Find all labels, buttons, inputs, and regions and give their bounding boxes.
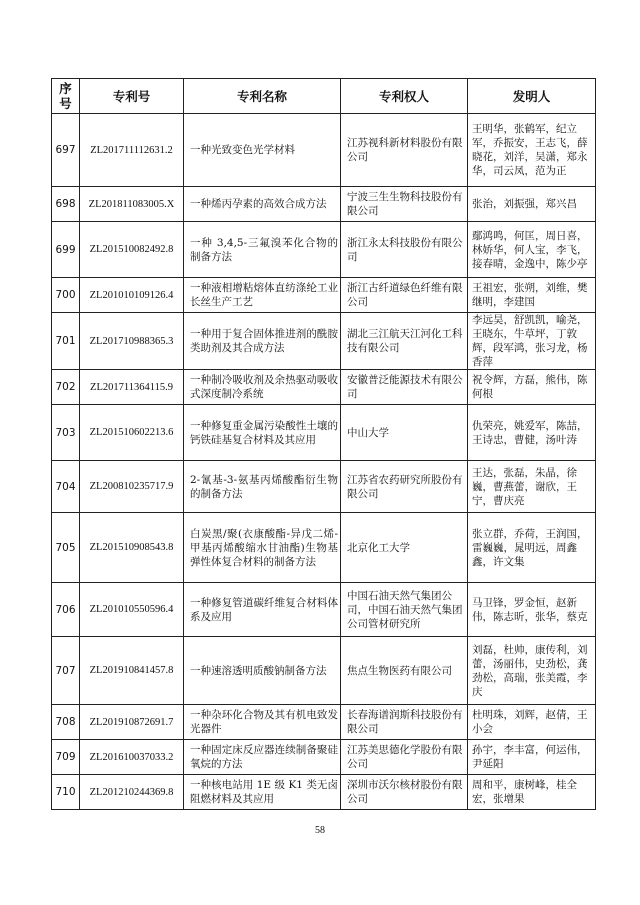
row-patent-name: 一种烯丙孕素的高效合成方法 xyxy=(184,187,341,222)
patent-table xyxy=(51,78,596,810)
row-patent-owner: 宁波三生生物科技股份有限公司 xyxy=(341,187,468,222)
table-row xyxy=(52,313,596,370)
table-row xyxy=(52,583,596,637)
row-serial: 706 xyxy=(52,583,80,637)
row-serial: 704 xyxy=(52,461,80,513)
row-serial: 710 xyxy=(52,775,80,810)
header-patent-owner: 专利权人 xyxy=(341,79,468,114)
row-serial: 699 xyxy=(52,222,80,278)
row-patent-owner: 深圳市沃尔核材股份有限公司 xyxy=(341,775,468,810)
row-patent-name: 一种光致变色光学材料 xyxy=(184,114,341,187)
row-patent-name: 一种核电站用 1E 级 K1 类无卤阻燃材料及其应用 xyxy=(184,775,341,810)
table-row xyxy=(52,740,596,775)
row-inventors: 祝令辉，方磊，熊伟，陈何根 xyxy=(468,370,596,405)
table-row xyxy=(52,405,596,461)
page-number: 58 xyxy=(315,825,325,836)
row-patent-name: 一种杂环化合物及其有机电致发光器件 xyxy=(184,705,341,740)
table-row xyxy=(52,461,596,513)
row-patent-number: ZL201711112631.2 xyxy=(80,114,184,187)
row-inventors: 王达，张磊，朱晶，徐巍，曹燕蕾，谢欣，王宁，曹庆亮 xyxy=(468,461,596,513)
row-patent-owner: 江苏美思德化学股份有限公司 xyxy=(341,740,468,775)
table-row xyxy=(52,775,596,810)
row-inventors: 张治，刘振强，郑兴昌 xyxy=(468,187,596,222)
row-serial: 700 xyxy=(52,278,80,313)
row-patent-owner: 中国石油天然气集团公司，中国石油天然气集团公司管材研究所 xyxy=(341,583,468,637)
row-serial: 709 xyxy=(52,740,80,775)
row-patent-number: ZL201010550596.4 xyxy=(80,583,184,637)
row-serial: 697 xyxy=(52,114,80,187)
row-serial: 703 xyxy=(52,405,80,461)
row-inventors: 马卫锋，罗金恒，赵新伟，陈志昕，张华，蔡克 xyxy=(468,583,596,637)
row-patent-number: ZL201710988365.3 xyxy=(80,313,184,370)
row-patent-owner: 焦点生物医药有限公司 xyxy=(341,637,468,705)
header-inventors: 发明人 xyxy=(468,79,596,114)
row-inventors: 鄢鸿鸣，何匡，周日喜，林娇华，何人宝，李飞，接春晴，金逸中，陈少亭 xyxy=(468,222,596,278)
table-header-row xyxy=(52,79,596,114)
row-serial: 708 xyxy=(52,705,80,740)
row-inventors: 孙宇，李丰富，何运伟，尹延阳 xyxy=(468,740,596,775)
table-row xyxy=(52,370,596,405)
row-patent-number: ZL201910841457.8 xyxy=(80,637,184,705)
table-row xyxy=(52,513,596,583)
row-patent-number: ZL201510908543.8 xyxy=(80,513,184,583)
row-patent-name: 一种 3,4,5-三氟溴苯化合物的制备方法 xyxy=(184,222,341,278)
table-row xyxy=(52,705,596,740)
table-row xyxy=(52,637,596,705)
row-patent-owner: 江苏省农药研究所股份有限公司 xyxy=(341,461,468,513)
row-patent-number: ZL201010109126.4 xyxy=(80,278,184,313)
row-patent-name: 一种速溶透明质酸钠制备方法 xyxy=(184,637,341,705)
row-patent-owner: 湖北三江航天江河化工科技有限公司 xyxy=(341,313,468,370)
row-inventors: 杜明珠，刘辉，赵倩，王小会 xyxy=(468,705,596,740)
row-patent-name: 白炭黑/聚(衣康酸酯-异戊二烯-甲基丙烯酸缩水甘油酯)生物基弹性体复合材料的制备方法 xyxy=(184,513,341,583)
row-serial: 705 xyxy=(52,513,80,583)
row-inventors: 刘磊，杜帅，康传利，刘蕾，汤丽伟，史劲松，龚劲松，高瑞，张美霞，李庆 xyxy=(468,637,596,705)
row-patent-name: 一种制冷吸收剂及余热驱动吸收式深度制冷系统 xyxy=(184,370,341,405)
row-patent-name: 一种固定床反应器连续制备聚硅氧烷的方法 xyxy=(184,740,341,775)
row-serial: 698 xyxy=(52,187,80,222)
row-patent-owner: 安徽普泛能源技术有限公司 xyxy=(341,370,468,405)
row-inventors: 李远昊，舒凯凯，喻尧，王晓东，牛草坪，丁敦辉，段军鸿，张习龙，杨香萍 xyxy=(468,313,596,370)
table-row xyxy=(52,187,596,222)
row-patent-number: ZL201610037033.2 xyxy=(80,740,184,775)
header-patent-name: 专利名称 xyxy=(184,79,341,114)
row-patent-number: ZL201910872691.7 xyxy=(80,705,184,740)
row-inventors: 张立群，乔荷，王润国，雷巍巍，晁明远，周鑫鑫，许文集 xyxy=(468,513,596,583)
row-patent-number: ZL201711364115.9 xyxy=(80,370,184,405)
row-patent-number: ZL201510602213.6 xyxy=(80,405,184,461)
table-row xyxy=(52,114,596,187)
row-inventors: 王祖宏，张朔，刘维，樊继明，李建国 xyxy=(468,278,596,313)
table-row xyxy=(52,278,596,313)
row-patent-owner: 北京化工大学 xyxy=(341,513,468,583)
row-inventors: 王明华，张鹤军，纪立军，乔振安，王志飞，薛晓花，刘洋，吴潇，郑永华，司云凤，范为正 xyxy=(468,114,596,187)
row-patent-number: ZL201811083005.X xyxy=(80,187,184,222)
row-patent-number: ZL201210244369.8 xyxy=(80,775,184,810)
row-patent-name: 一种修复重金属污染酸性土壤的钙铁硅基复合材料及其应用 xyxy=(184,405,341,461)
row-inventors: 仇荣亮，姚爱军，陈喆，王诗忠，曹健，汤叶涛 xyxy=(468,405,596,461)
table-row xyxy=(52,222,596,278)
row-patent-name: 2-氰基-3-氨基丙烯酸酯衍生物的制备方法 xyxy=(184,461,341,513)
row-patent-owner: 长春海谱润斯科技股份有限公司 xyxy=(341,705,468,740)
row-patent-name: 一种修复管道碳纤维复合材料体系及应用 xyxy=(184,583,341,637)
row-patent-owner: 江苏视科新材料股份有限公司 xyxy=(341,114,468,187)
row-patent-owner: 中山大学 xyxy=(341,405,468,461)
row-patent-number: ZL200810235717.9 xyxy=(80,461,184,513)
row-patent-name: 一种液相增粘熔体直纺涤纶工业长丝生产工艺 xyxy=(184,278,341,313)
patent-table-container xyxy=(51,78,595,810)
row-serial: 702 xyxy=(52,370,80,405)
row-serial: 701 xyxy=(52,313,80,370)
row-inventors: 周和平，康树峰，桂全宏，张增果 xyxy=(468,775,596,810)
row-patent-owner: 浙江古纤道绿色纤维有限公司 xyxy=(341,278,468,313)
row-serial: 707 xyxy=(52,637,80,705)
header-serial: 序号 xyxy=(52,79,80,114)
row-patent-name: 一种用于复合固体推进剂的酰胺类助剂及其合成方法 xyxy=(184,313,341,370)
row-patent-number: ZL201510082492.8 xyxy=(80,222,184,278)
row-patent-owner: 浙江永太科技股份有限公司 xyxy=(341,222,468,278)
header-patent-number: 专利号 xyxy=(80,79,184,114)
